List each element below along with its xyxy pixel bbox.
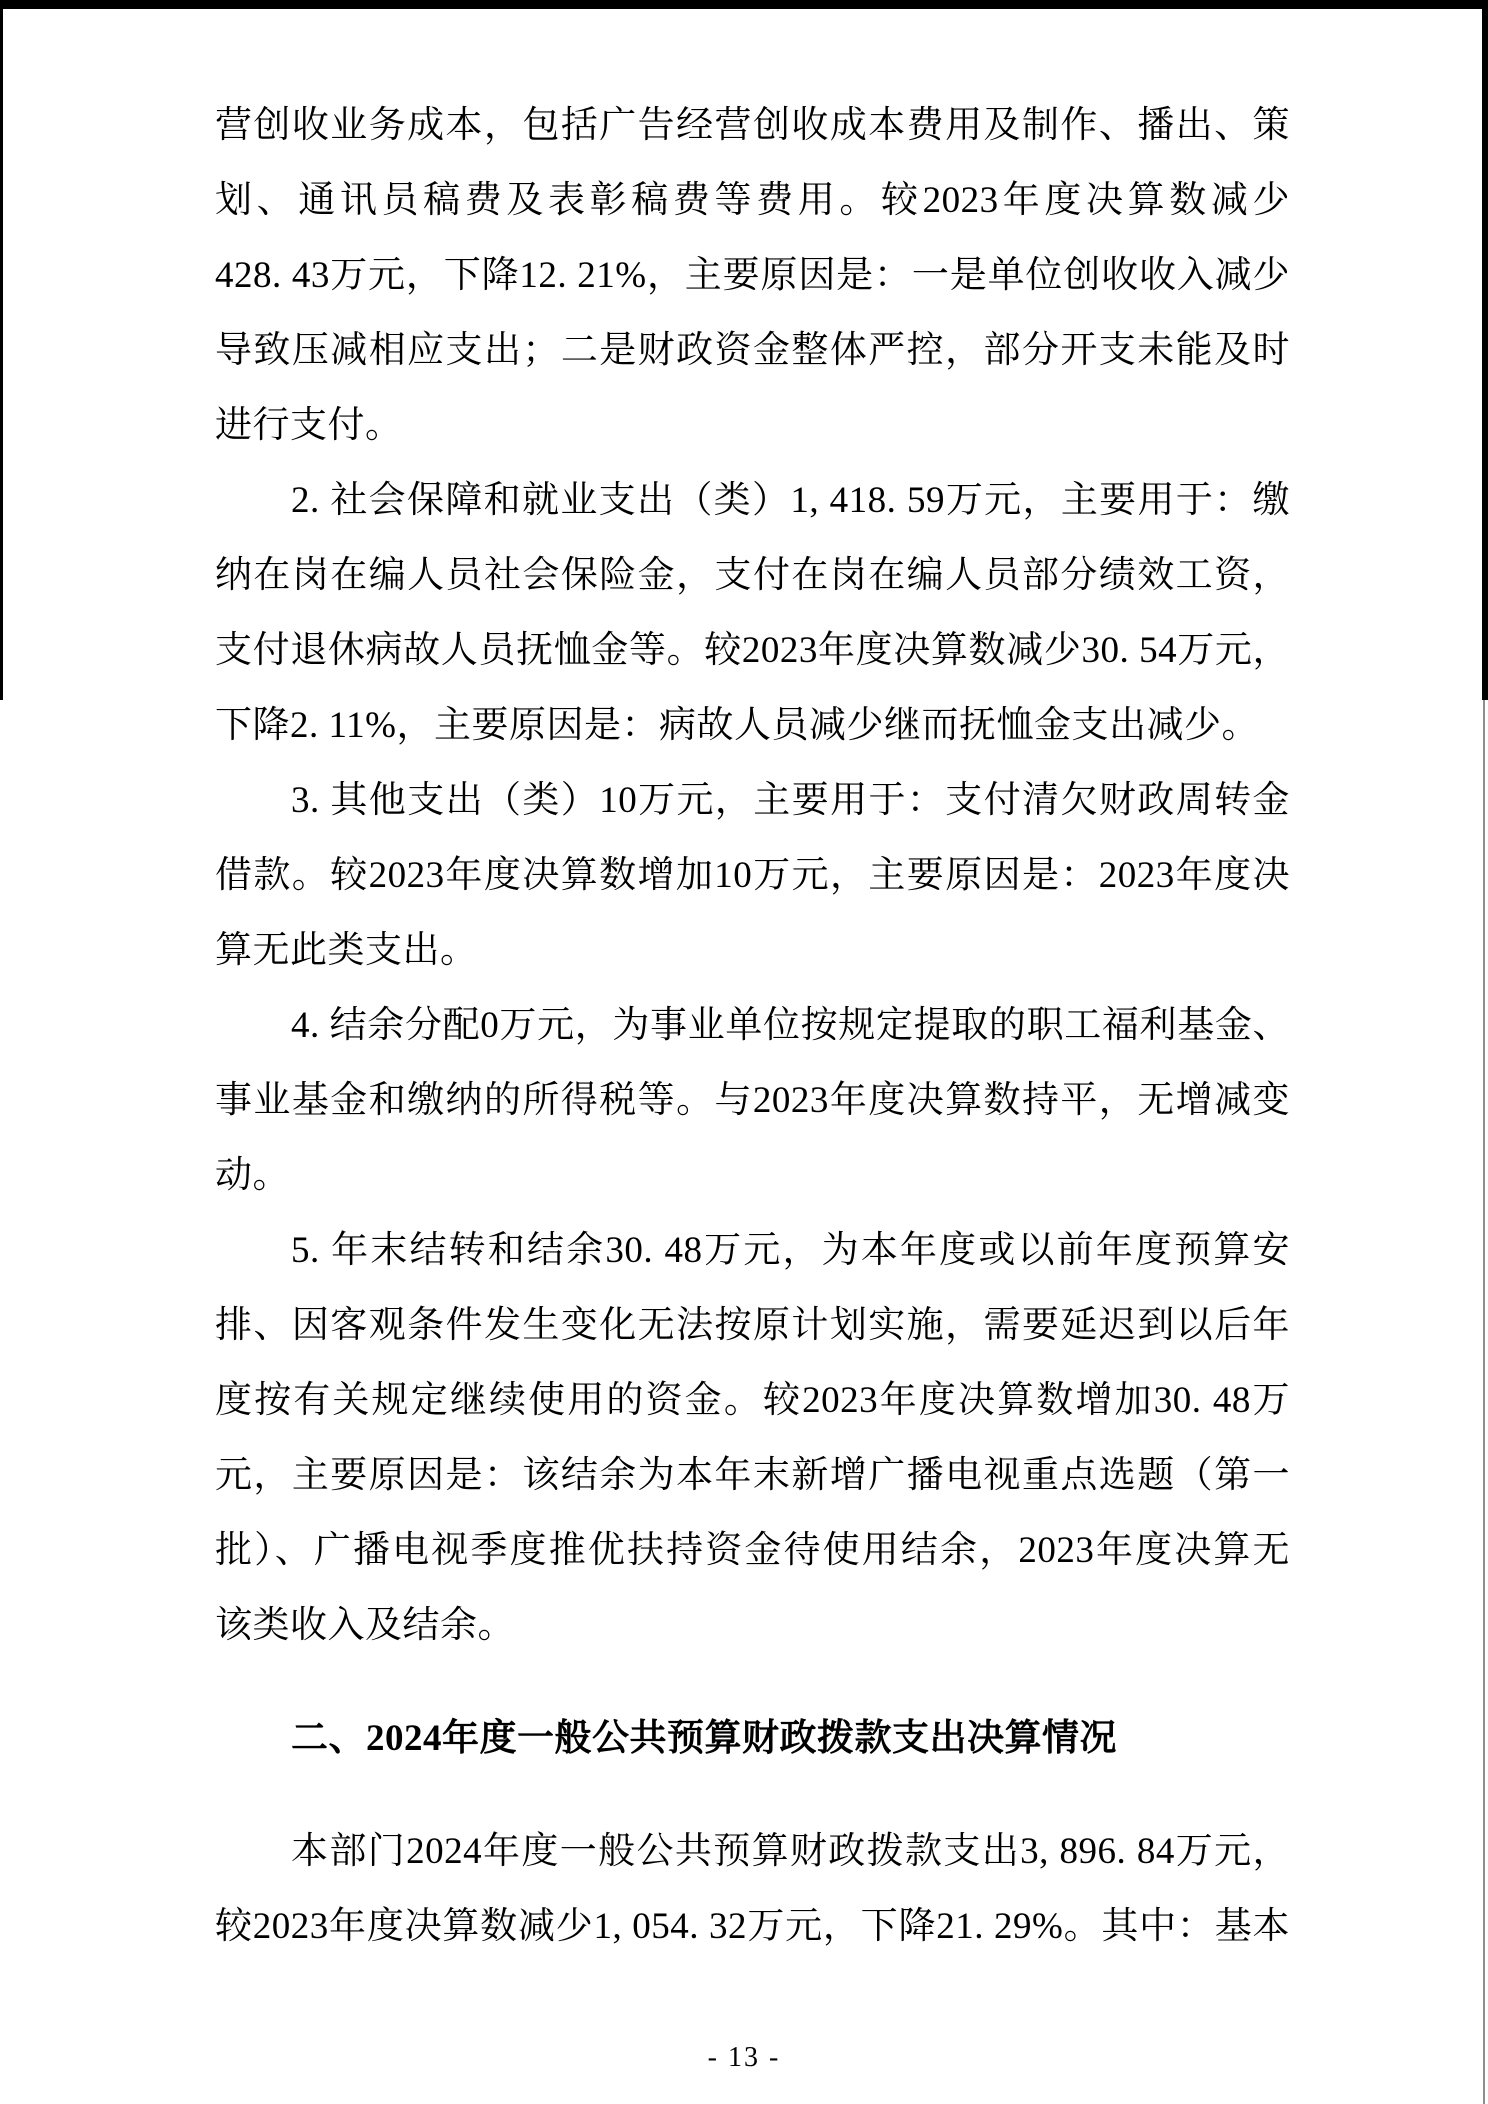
text-line: 该类收入及结余。 xyxy=(215,1605,515,1646)
text-line: 营创收业务成本，包括广告经营创收成本费用及制作、播出、策 xyxy=(215,105,1290,146)
scan-edge-right xyxy=(1482,0,1488,700)
text-line: 借款。较2023年度决算数增加10万元，主要原因是：2023年度决 xyxy=(215,855,1290,896)
text-line: 导致压减相应支出；二是财政资金整体严控，部分开支未能及时 xyxy=(215,330,1290,371)
scan-edge-left xyxy=(0,0,3,700)
text-line: 4. 结余分配0万元，为事业单位按规定提取的职工福利基金、 xyxy=(291,1005,1290,1046)
page-number: - 13 - xyxy=(707,2042,781,2073)
text-line: 进行支付。 xyxy=(215,405,403,446)
section-heading: 二、2024年度一般公共预算财政拨款支出决算情况 xyxy=(291,1718,1117,1759)
text-line: 划、通讯员稿费及表彰稿费等费用。较2023年度决算数减少 xyxy=(215,180,1290,221)
text-line: 本部门2024年度一般公共预算财政拨款支出3, 896. 84万元， xyxy=(291,1831,1290,1872)
text-line: 3. 其他支出（类）10万元，主要用于：支付清欠财政周转金 xyxy=(291,780,1290,821)
text-line: 纳在岗在编人员社会保险金，支付在岗在编人员部分绩效工资， xyxy=(215,555,1290,596)
text-line: 支付退休病故人员抚恤金等。较2023年度决算数减少30. 54万元， xyxy=(215,630,1290,671)
text-line: 批）、广播电视季度推优扶持资金待使用结余，2023年度决算无 xyxy=(215,1530,1290,1571)
text-line: 事业基金和缴纳的所得税等。与2023年度决算数持平，无增减变 xyxy=(215,1080,1290,1121)
scan-edge-top xyxy=(0,0,1488,9)
text-line: 较2023年度决算数减少1, 054. 32万元，下降21. 29%。其中：基本 xyxy=(215,1906,1290,1947)
text-line: 算无此类支出。 xyxy=(215,930,478,971)
text-line: 动。 xyxy=(215,1155,290,1196)
text-line: 元，主要原因是：该结余为本年末新增广播电视重点选题（第一 xyxy=(215,1455,1290,1496)
body-text xyxy=(215,88,1290,1964)
text-line: 度按有关规定继续使用的资金。较2023年度决算数增加30. 48万 xyxy=(215,1380,1290,1421)
text-line: 428. 43万元，下降12. 21%，主要原因是：一是单位创收收入减少 xyxy=(215,255,1290,296)
text-line: 2. 社会保障和就业支出（类）1, 418. 59万元，主要用于：缴 xyxy=(291,480,1290,521)
text-line: 下降2. 11%，主要原因是：病故人员减少继而抚恤金支出减少。 xyxy=(215,705,1259,746)
text-line: 5. 年末结转和结余30. 48万元，为本年度或以前年度预算安 xyxy=(291,1230,1290,1271)
text-line: 排、因客观条件发生变化无法按原计划实施，需要延迟到以后年 xyxy=(215,1305,1290,1346)
